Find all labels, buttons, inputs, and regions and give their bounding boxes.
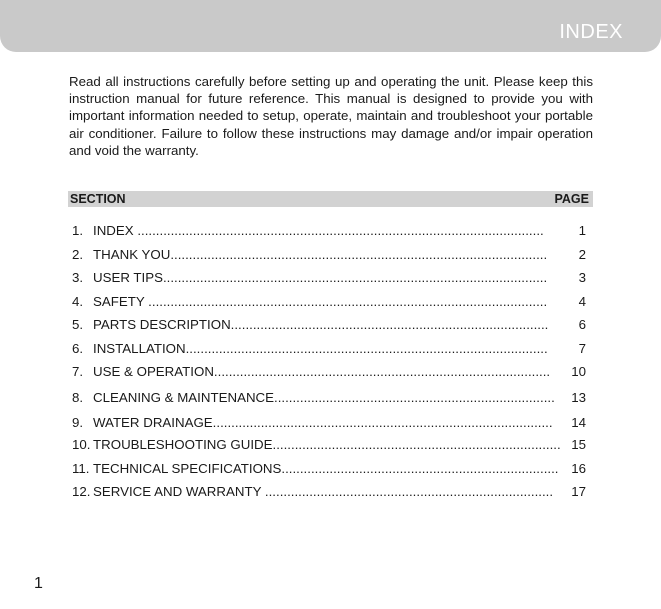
toc-entry-page: 3 xyxy=(568,270,586,286)
toc-entry-number: 12. xyxy=(72,484,91,499)
toc-entry-service-warranty xyxy=(72,484,586,500)
toc-entry-water-drainage xyxy=(72,415,586,431)
toc-entry-page: 4 xyxy=(568,294,586,310)
toc-entry-title: TROUBLESHOOTING GUIDE.............................................................................. xyxy=(93,437,561,452)
footer-page-number: 1 xyxy=(34,575,43,592)
toc-entry-number: 9. xyxy=(72,415,84,430)
toc-entry-title: WATER DRAINAGE............................................................................................ xyxy=(93,415,553,430)
intro-paragraph: Read all instructions carefully before setting up and operating the unit. Please keep this instruction manual for future reference. This manual is designed to provide you with important information needed to setup, operate, maintain and troubleshoot your portable air conditioner. Failure to follow these instructions may damage and/or impair operation and void the warranty. xyxy=(69,74,593,158)
toc-entry-number: 10. xyxy=(72,437,91,452)
toc-entry-title: USE & OPERATION........................................................................................... xyxy=(93,364,551,379)
toc-entry-title: THANK YOU...................................................................................................... xyxy=(93,247,548,262)
section-column-label: SECTION xyxy=(70,192,126,206)
toc-header-bar xyxy=(68,191,593,207)
toc-entry-use-operation xyxy=(72,364,586,380)
toc-entry-title: SAFETY ............................................................................................................ xyxy=(93,294,548,309)
toc-entry-page: 10 xyxy=(568,364,586,380)
toc-entry-page: 6 xyxy=(568,317,586,333)
toc-entry-number: 11. xyxy=(72,461,90,476)
toc-entry-safety xyxy=(72,294,586,310)
page-column-label: PAGE xyxy=(554,192,589,206)
toc-entry-page: 13 xyxy=(568,390,586,406)
toc-entry-number: 2. xyxy=(72,247,84,262)
toc-entry-title: TECHNICAL SPECIFICATIONS........................................................................... xyxy=(93,461,559,476)
toc-entry-thank-you xyxy=(72,247,586,263)
toc-entry-troubleshooting-guide xyxy=(72,437,586,453)
toc-entry-title: PARTS DESCRIPTION...................................................................................... xyxy=(93,317,549,332)
toc-entry-technical-specifications xyxy=(72,461,586,477)
toc-entry-installation xyxy=(72,341,586,357)
toc-entry-parts-description xyxy=(72,317,586,333)
toc-entry-page: 15 xyxy=(568,437,586,453)
toc-entry-page: 1 xyxy=(568,223,586,239)
toc-entry-number: 5. xyxy=(72,317,84,332)
toc-entry-number: 7. xyxy=(72,364,84,379)
toc-entry-number: 3. xyxy=(72,270,84,285)
page-title: INDEX xyxy=(559,21,623,43)
toc-entry-title: SERVICE AND WARRANTY .............................................................................. xyxy=(93,484,554,499)
toc-entry-index xyxy=(72,223,586,239)
toc-entry-page: 17 xyxy=(568,484,586,500)
toc-entry-cleaning-maintenance xyxy=(72,390,586,406)
toc-entry-title: USER TIPS........................................................................................................ xyxy=(93,270,548,285)
toc-entry-number: 4. xyxy=(72,294,84,309)
toc-entry-title: INDEX .............................................................................................................. xyxy=(93,223,544,238)
toc-entry-user-tips xyxy=(72,270,586,286)
toc-entry-page: 14 xyxy=(568,415,586,431)
toc-entry-number: 1. xyxy=(72,223,84,238)
toc-entry-number: 6. xyxy=(72,341,84,356)
toc-entry-title: CLEANING & MAINTENANCE............................................................................ xyxy=(93,390,555,405)
toc-entry-page: 7 xyxy=(568,341,586,357)
toc-entry-page: 2 xyxy=(568,247,586,263)
toc-entry-number: 8. xyxy=(72,390,84,405)
header-bar xyxy=(0,0,661,52)
toc-entry-page: 16 xyxy=(568,461,586,477)
toc-entry-title: INSTALLATION.................................................................................................. xyxy=(93,341,548,356)
